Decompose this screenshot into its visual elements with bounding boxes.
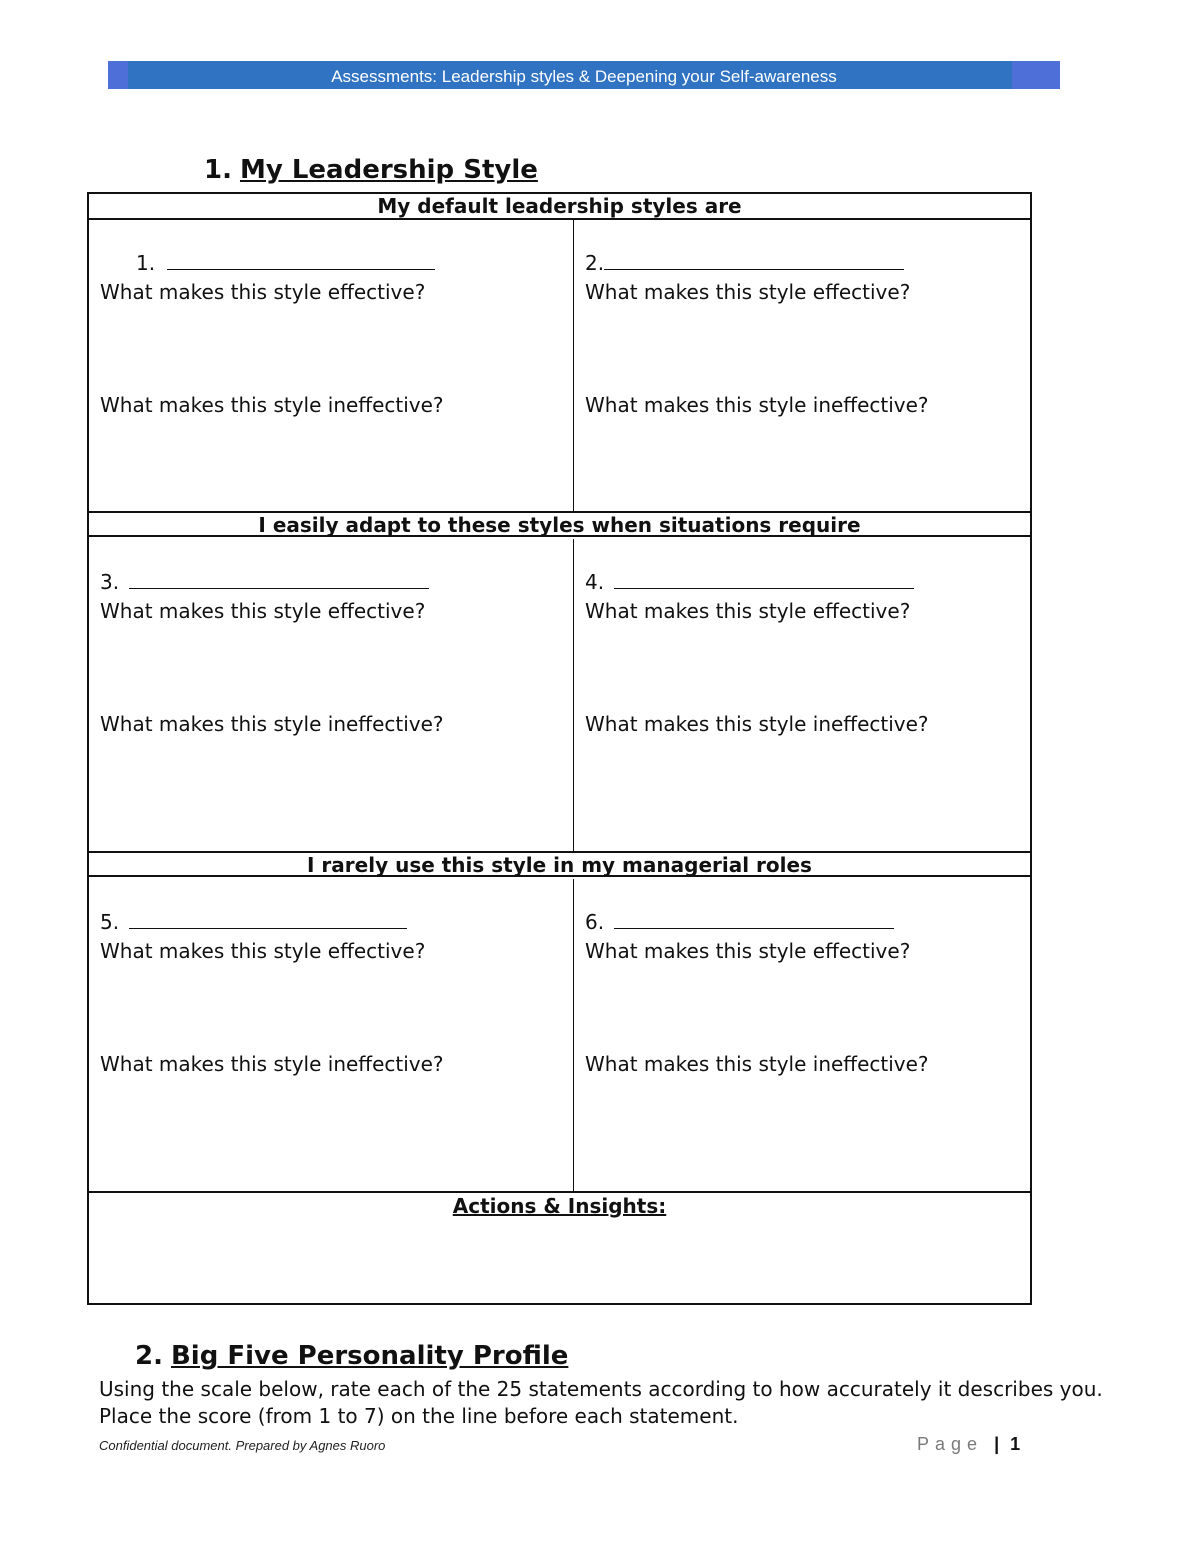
ineffective-question-3: What makes this style ineffective? bbox=[100, 712, 444, 736]
effective-question-3: What makes this style effective? bbox=[100, 599, 426, 623]
style-blank-3[interactable] bbox=[129, 568, 429, 589]
style-blank-1[interactable] bbox=[167, 249, 435, 270]
effective-question-2: What makes this style effective? bbox=[585, 280, 911, 304]
column-divider-1 bbox=[573, 220, 574, 511]
style-cell-1 bbox=[100, 249, 444, 417]
style-cell-4 bbox=[585, 568, 929, 736]
effective-question-1: What makes this style effective? bbox=[100, 280, 426, 304]
section1-heading bbox=[204, 155, 538, 185]
section2-heading bbox=[135, 1341, 568, 1371]
style-number-2: 2. bbox=[585, 251, 605, 275]
section2-title: Big Five Personality Profile bbox=[170, 1341, 569, 1371]
effective-question-5: What makes this style effective? bbox=[100, 939, 426, 963]
ineffective-question-2: What makes this style ineffective? bbox=[585, 393, 929, 417]
leadership-style-table bbox=[87, 192, 1032, 1305]
footer-separator: | bbox=[994, 1434, 1000, 1454]
style-blank-2[interactable] bbox=[604, 249, 904, 270]
section1-title: My Leadership Style bbox=[239, 155, 538, 185]
band-adapt-styles: I easily adapt to these styles when situations require bbox=[89, 511, 1030, 537]
column-divider-3 bbox=[573, 879, 574, 1191]
style-cell-3 bbox=[100, 568, 444, 736]
actions-insights-heading bbox=[89, 1194, 1030, 1218]
style-number-1: 1. bbox=[136, 251, 156, 275]
ineffective-question-6: What makes this style ineffective? bbox=[585, 1052, 929, 1076]
section2-intro-line-1: Using the scale below, rate each of the 25 statements according to how accurately it describes you. bbox=[99, 1377, 1103, 1401]
style-number-6: 6. bbox=[585, 910, 605, 934]
header-band bbox=[108, 61, 1060, 89]
ineffective-question-5: What makes this style ineffective? bbox=[100, 1052, 444, 1076]
actions-insights-label: Actions & Insights: bbox=[452, 1194, 667, 1218]
style-blank-6[interactable] bbox=[614, 908, 894, 929]
footer-page-number: 1 bbox=[1010, 1434, 1021, 1454]
style-blank-4[interactable] bbox=[614, 568, 914, 589]
actions-divider bbox=[89, 1191, 1030, 1193]
footer-page-label: Page bbox=[917, 1434, 984, 1454]
effective-question-6: What makes this style effective? bbox=[585, 939, 911, 963]
style-blank-5[interactable] bbox=[129, 908, 407, 929]
section2-intro-line-2: Place the score (from 1 to 7) on the line before each statement. bbox=[99, 1404, 739, 1428]
effective-question-4: What makes this style effective? bbox=[585, 599, 911, 623]
column-divider-2 bbox=[573, 539, 574, 851]
style-number-5: 5. bbox=[100, 910, 120, 934]
style-number-4: 4. bbox=[585, 570, 605, 594]
ineffective-question-1: What makes this style ineffective? bbox=[100, 393, 444, 417]
section2-number: 2. bbox=[135, 1341, 163, 1371]
section1-number: 1. bbox=[204, 155, 232, 185]
footer-page-indicator bbox=[917, 1434, 1020, 1455]
style-cell-2 bbox=[585, 249, 929, 417]
style-number-3: 3. bbox=[100, 570, 120, 594]
style-cell-5 bbox=[100, 908, 444, 1076]
style-cell-6 bbox=[585, 908, 929, 1076]
footer-confidential-note: Confidential document. Prepared by Agnes Ruoro bbox=[99, 1438, 386, 1453]
header-title: Assessments: Leadership styles & Deepening your Self-awareness bbox=[331, 67, 837, 86]
band-default-styles: My default leadership styles are bbox=[89, 194, 1030, 220]
ineffective-question-4: What makes this style ineffective? bbox=[585, 712, 929, 736]
band-rare-styles: I rarely use this style in my managerial roles bbox=[89, 851, 1030, 877]
